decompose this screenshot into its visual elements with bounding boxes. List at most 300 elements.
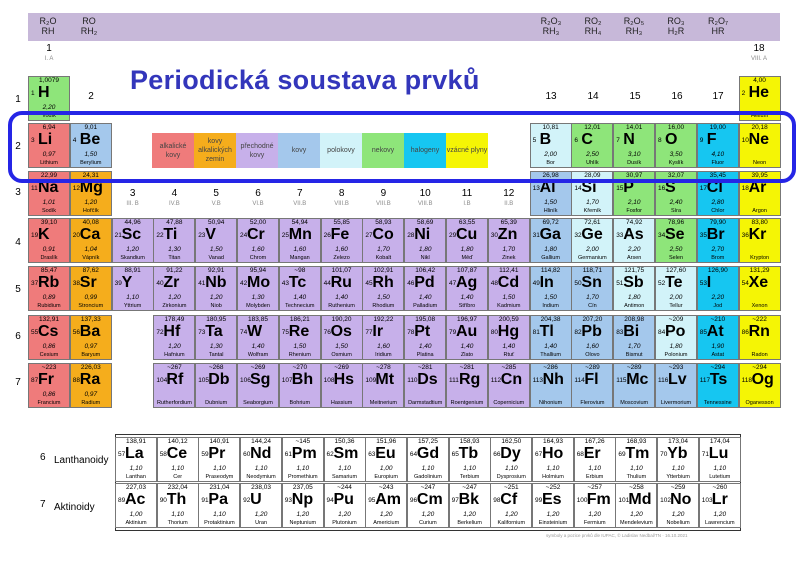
atomic-mass: 19,00 [709,124,726,131]
element-name: Vápník [82,255,100,261]
element-ac[interactable] [115,483,157,528]
electronegativity: 1,10 [213,465,226,472]
element-u[interactable] [240,483,282,528]
element-cf[interactable] [490,483,532,528]
element-he[interactable] [739,76,781,121]
element-li[interactable] [28,123,70,168]
element-ca[interactable] [70,218,112,263]
electronegativity: 2,00 [586,246,599,253]
element-te[interactable] [655,266,697,311]
atomic-mass: 4,00 [753,77,766,84]
element-rh[interactable] [362,266,404,311]
element-ts[interactable] [697,363,739,408]
element-name: Síra [670,208,682,214]
element-symbol: Ne [748,131,770,148]
element-name: Vodík [42,113,56,119]
atomic-number: 84 [658,329,666,336]
atomic-number: 79 [449,329,457,336]
element-symbol: Ru [330,274,352,291]
element-kr[interactable] [739,218,781,263]
atomic-number: 6 [574,137,579,144]
electronegativity: 1,40 [293,294,307,301]
element-symbol: Sg [250,371,271,388]
atomic-mass: ~251 [503,484,519,491]
element-bi[interactable] [613,315,655,360]
element-symbol: Re [288,323,310,340]
element-symbol: Hf [163,323,181,340]
atomic-number: 23 [198,232,206,239]
element-md[interactable] [615,483,657,528]
element-pa[interactable] [198,483,240,528]
element-ti[interactable] [153,218,195,263]
atomic-number: 53 [699,280,708,287]
element-name: Germanium [578,255,607,261]
actinoids-label: Aktinoidy [54,502,95,513]
electronegativity: 1,20 [588,511,602,518]
element-sm[interactable] [324,437,366,482]
electronegativity: 1,20 [421,511,435,518]
element-name: Draslík [40,255,58,261]
atomic-mass: 22,99 [40,172,58,179]
hydride-formula: RH₄ [584,26,602,36]
atomic-mass: ~259 [670,484,686,491]
element-hg[interactable] [488,315,530,360]
element-y[interactable] [112,266,154,311]
element-symbol: Cm [416,491,443,508]
element-cl[interactable] [697,171,739,216]
element-ir[interactable] [362,315,404,360]
atomic-number: 21 [114,232,122,239]
group-number: 5 [213,188,219,199]
atomic-number: 11 [31,185,38,192]
electronegativity: 1,70 [502,246,516,253]
atomic-number: 22 [156,232,164,239]
element-at[interactable] [697,315,739,360]
element-be[interactable] [70,123,112,168]
element-symbol: Fm [586,491,611,508]
element-cn[interactable] [488,363,530,408]
element-hf[interactable] [153,315,195,360]
group-roman: VI.B [252,201,264,207]
element-name: Astat [711,352,725,358]
element-i[interactable] [697,266,739,311]
atomic-number: 87 [31,377,39,384]
element-f[interactable] [697,123,739,168]
atomic-mass: 52,00 [249,219,267,226]
element-name: Bohrium [289,400,311,406]
element-s[interactable] [655,171,697,216]
element-ni[interactable] [404,218,446,263]
element-lv[interactable] [655,363,697,408]
electronegativity: 4,10 [711,151,725,158]
electronegativity: 1,10 [129,465,143,472]
electronegativity: 2,00 [544,151,557,158]
period-label-1: 1 [15,94,21,105]
element-o[interactable] [655,123,697,168]
element-pd[interactable] [404,266,446,311]
atomic-number: 25 [281,232,290,239]
element-n[interactable] [613,123,655,168]
element-name: Rtuť [503,352,515,358]
atomic-number: 104 [156,377,168,384]
legend-item [404,133,446,168]
atomic-mass: 226,03 [80,364,101,371]
element-ar[interactable] [739,171,781,216]
atomic-mass: 83,80 [751,219,768,226]
element-in[interactable] [530,266,572,311]
element-fe[interactable] [321,218,363,263]
element-ba[interactable] [70,315,112,360]
legend-label: polokovy [327,147,355,154]
atomic-mass: 131,29 [749,267,770,274]
atomic-mass: 69,72 [542,219,559,226]
element-sc[interactable] [112,218,154,263]
element-ra[interactable] [70,363,112,408]
element-ce[interactable] [157,437,199,482]
group-label-6 [237,189,279,209]
element-sb[interactable] [613,266,655,311]
atomic-number: 72 [156,329,164,336]
element-mo[interactable] [237,266,279,311]
element-name: Mangan [289,255,310,261]
group-roman: IV.B [168,201,180,207]
element-symbol: Y [121,274,133,291]
legend-item [152,133,194,168]
element-symbol: Mn [288,226,312,243]
electronegativity: 2,50 [669,246,683,253]
period-label-2: 2 [15,141,21,152]
atomic-mass: 144,24 [251,438,272,445]
electronegativity: 1,20 [296,511,310,518]
element-cr[interactable] [237,218,279,263]
atomic-number: 89 [118,497,126,504]
element-lr[interactable] [699,483,741,528]
element-ta[interactable] [195,315,237,360]
legend-item [278,133,320,168]
electronegativity: 1,20 [463,511,476,518]
atomic-number: 42 [240,280,248,287]
atomic-number: 59 [201,451,209,458]
electronegativity: 1,10 [463,465,476,472]
element-rb[interactable] [28,266,70,311]
element-name: Olovo [585,352,600,358]
atomic-mass: 183,85 [248,316,268,323]
hydride-formula: HR [711,26,725,36]
element-po[interactable] [655,315,697,360]
element-al[interactable] [530,171,572,216]
oxide-formula [531,16,571,36]
atomic-number: 4 [72,137,77,144]
group-number-18: 18 [753,43,765,54]
element-og[interactable] [739,363,781,408]
atomic-number: 76 [323,329,331,336]
element-sn[interactable] [571,266,613,311]
atomic-mass: 9,01 [84,124,98,131]
element-name: Ytterbium [666,474,690,480]
element-cd[interactable] [488,266,530,311]
atomic-mass: 232,04 [167,484,188,491]
element-na[interactable] [28,171,70,216]
electronegativity: 1,50 [335,343,348,350]
atomic-mass: 237,05 [292,484,313,491]
atomic-mass: ~270 [292,364,308,371]
element-xe[interactable] [739,266,781,311]
element-gd[interactable] [407,437,449,482]
element-eu[interactable] [365,437,407,482]
element-dy[interactable] [490,437,532,482]
atomic-mass: ~293 [668,364,684,371]
atomic-mass: 207,20 [582,316,603,323]
element-zn[interactable] [488,218,530,263]
element-tb[interactable] [449,437,491,482]
element-symbol: Tm [625,445,650,462]
atomic-number: 2 [741,90,746,97]
atomic-number: 101 [618,497,630,504]
electronegativity: 2,80 [711,199,725,206]
element-symbol: Ag [456,274,478,291]
element-symbol: Am [375,491,401,508]
atomic-number: 46 [407,280,415,287]
element-name: Hořčík [82,208,99,214]
element-np[interactable] [282,483,324,528]
element-no[interactable] [657,483,699,528]
atomic-number: 83 [616,329,624,336]
element-sr[interactable] [70,266,112,311]
electronegativity: 0,97 [84,391,98,398]
atomic-number: 86 [741,329,749,336]
atomic-mass: 24,31 [82,172,99,179]
atomic-number: 40 [156,280,164,287]
element-mc[interactable] [613,363,655,408]
atomic-mass: 87,62 [82,267,99,274]
atomic-mass: ~258 [629,484,644,491]
electronegativity: 1,30 [168,246,181,253]
element-name: Polonium [664,352,688,358]
element-symbol: Ba [79,323,101,340]
electronegativity: 1,10 [421,465,435,472]
element-name: Chlor [711,208,725,214]
element-ho[interactable] [532,437,574,482]
element-mg[interactable] [70,171,112,216]
element-mn[interactable] [279,218,321,263]
atomic-number: 26 [323,232,331,239]
element-symbol: Nb [205,274,227,291]
element-rn[interactable] [739,315,781,360]
element-b[interactable] [530,123,572,168]
element-es[interactable] [532,483,574,528]
element-w[interactable] [237,315,279,360]
electronegativity: 1,00 [379,465,393,472]
element-symbol: Sm [333,445,359,462]
element-si[interactable] [571,171,613,216]
element-p[interactable] [613,171,655,216]
element-nh[interactable] [530,363,572,408]
atomic-number: 117 [699,377,711,384]
element-symbol: Cl [706,179,723,196]
element-name: Uhlík [586,160,599,166]
element-tc[interactable] [279,266,321,311]
electronegativity: 1,70 [377,246,390,253]
element-sg[interactable] [237,363,279,408]
element-v[interactable] [195,218,237,263]
element-name: Thallium [540,352,561,358]
electronegativity: 1,30 [209,343,223,350]
element-nd[interactable] [240,437,282,482]
atomic-number: 102 [660,497,671,504]
element-name: Yttrium [123,303,142,309]
element-symbol: W [247,323,263,340]
atomic-mass: ~223 [41,364,57,371]
element-as[interactable] [613,218,655,263]
element-symbol: Gd [416,445,440,462]
element-symbol: Ni [414,226,431,243]
element-symbol: As [623,226,644,243]
atomic-number: 12 [72,185,81,192]
element-symbol: Fr [38,371,54,388]
element-re[interactable] [279,315,321,360]
element-h[interactable] [28,76,70,121]
element-mt[interactable] [362,363,404,408]
group-number-17: 17 [712,91,724,102]
atomic-number: 49 [532,280,540,287]
element-db[interactable] [195,363,237,408]
electronegativity: 1,50 [293,343,307,350]
element-la[interactable] [115,437,157,482]
element-name: Nobelium [666,520,690,526]
element-bk[interactable] [449,483,491,528]
element-symbol: Pb [581,323,602,340]
oxide-formula [69,16,109,36]
element-cu[interactable] [446,218,488,263]
element-tl[interactable] [530,315,572,360]
element-name: Uran [255,520,268,526]
element-cm[interactable] [407,483,449,528]
element-th[interactable] [157,483,199,528]
element-symbol: Pa [208,491,228,508]
group-number: 10 [419,188,431,199]
atomic-number: 116 [658,377,669,384]
element-symbol: La [125,445,144,462]
atomic-mass: ~222 [752,316,767,323]
element-symbol: Ir [372,323,384,340]
atomic-number: 30 [490,232,499,239]
atomic-number: 39 [114,280,122,287]
element-au[interactable] [446,315,488,360]
electronegativity: 1,60 [586,343,599,350]
atomic-number: 62 [326,451,334,458]
element-symbol: He [748,84,770,101]
element-symbol: Rf [166,371,184,388]
atomic-number: 36 [741,232,749,239]
element-pt[interactable] [404,315,446,360]
element-symbol: Ti [163,226,178,243]
element-ge[interactable] [571,218,613,263]
element-symbol: Hs [333,371,355,388]
element-name: Měď [461,255,473,261]
atomic-number: 17 [699,185,708,192]
atomic-number: 44 [323,280,331,287]
element-se[interactable] [655,218,697,263]
atomic-mass: ~260 [712,484,728,491]
element-fm[interactable] [574,483,616,528]
element-ag[interactable] [446,266,488,311]
element-c[interactable] [571,123,613,168]
element-name: Xenon [751,303,768,309]
atomic-mass: 174,04 [709,438,730,445]
atomic-mass: ~289 [585,364,600,371]
element-ds[interactable] [404,363,446,408]
atomic-number: 81 [532,329,540,336]
element-k[interactable] [28,218,70,263]
element-bh[interactable] [279,363,321,408]
electronegativity: 0,97 [42,151,56,158]
electronegativity: 1,60 [377,343,390,350]
atomic-mass: ~98 [294,267,306,274]
atomic-mass: 92,91 [208,267,225,274]
element-symbol: U [250,491,262,508]
element-fl[interactable] [571,363,613,408]
electronegativity: 1,40 [502,343,516,350]
atomic-mass: 138,91 [126,438,146,445]
atomic-number: 20 [72,232,81,239]
element-yb[interactable] [657,437,699,482]
element-am[interactable] [365,483,407,528]
atomic-number: 106 [240,377,251,384]
element-symbol: Si [581,179,597,196]
element-br[interactable] [697,218,739,263]
element-cs[interactable] [28,315,70,360]
element-pu[interactable] [324,483,366,528]
element-tm[interactable] [615,437,657,482]
element-rg[interactable] [446,363,488,408]
element-zr[interactable] [153,266,195,311]
element-rf[interactable] [153,363,195,408]
electronegativity: 1,10 [171,465,185,472]
element-pr[interactable] [198,437,240,482]
electronegativity: 1,10 [338,465,351,472]
atomic-number: 13 [532,185,540,192]
element-lu[interactable] [699,437,741,482]
element-ga[interactable] [530,218,572,263]
atomic-number: 54 [741,280,749,287]
atomic-number: 50 [574,280,582,287]
element-nb[interactable] [195,266,237,311]
atomic-number: 67 [535,451,543,458]
electronegativity: 0,86 [42,391,56,398]
element-os[interactable] [321,315,363,360]
element-fr[interactable] [28,363,70,408]
element-pm[interactable] [282,437,324,482]
element-name: Livermorium [660,400,692,406]
element-name: Skandium [120,255,145,261]
element-ne[interactable] [739,123,781,168]
hydride-formula: RH₃ [625,26,643,36]
element-pb[interactable] [571,315,613,360]
atomic-mass: 227,03 [126,484,146,491]
atomic-number: 99 [535,497,543,504]
atomic-number: 28 [407,232,415,239]
element-symbol: Cs [38,323,59,340]
element-symbol: Ca [79,226,101,243]
element-symbol: Cr [247,226,265,243]
element-symbol: Xe [748,274,769,291]
element-ru[interactable] [321,266,363,311]
actinoids-period: 7 [40,499,46,510]
element-hs[interactable] [321,363,363,408]
element-er[interactable] [574,437,616,482]
element-co[interactable] [362,218,404,263]
atomic-number: 98 [493,497,501,504]
